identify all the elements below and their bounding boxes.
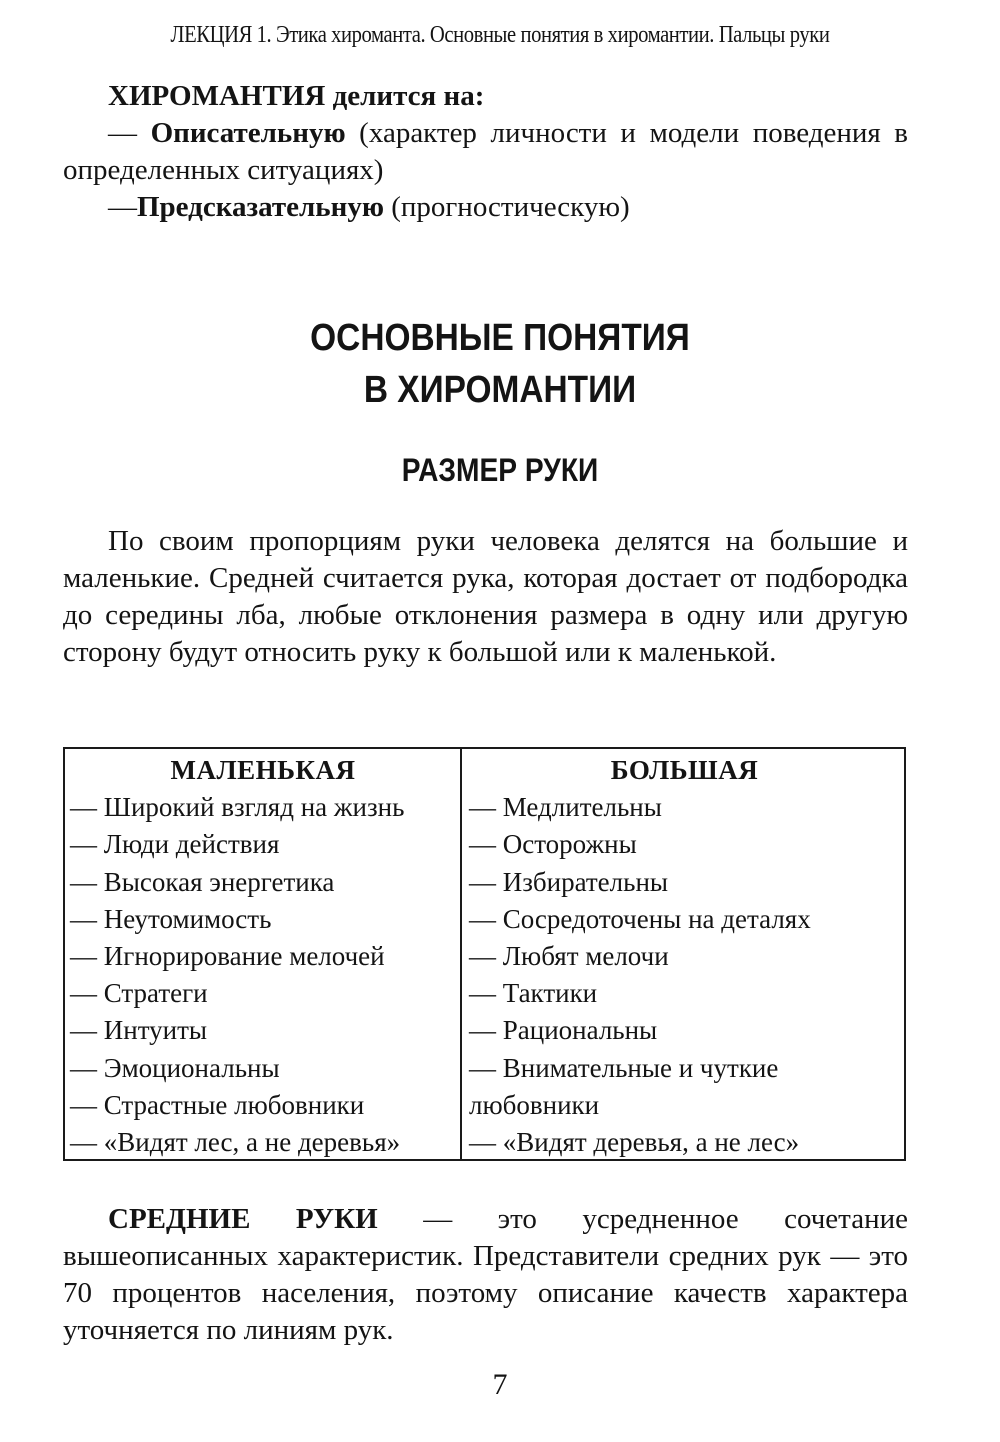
running-header: ЛЕКЦИЯ 1. Этика хироманта. Основные понятия в хиромантии. Пальцы руки [170,22,830,48]
table-cell: — Эмоциональны [70,1052,280,1083]
table-cell: — Интуиты [70,1015,208,1046]
divisions-lead [63,78,908,115]
division-item-descriptive [63,115,908,189]
section-subtitle: РАЗМЕР РУКИ [401,452,599,488]
medium-hands-term: СРЕДНИЕ РУКИ [108,1203,378,1235]
table-cell: — Игнорирование мелочей [70,941,385,972]
medium-hands-paragraph [63,1201,908,1349]
table-cell: — «Видят лес, а не деревья» [70,1127,401,1158]
table-cell: — Медлительны [469,792,662,823]
table-cell: — Люди действия [70,829,280,860]
divisions-block [63,78,908,226]
section-title-line1: ОСНОВНЫЕ ПОНЯТИЯ [310,317,690,359]
medium-hands-block [63,1201,908,1349]
table-cell: — Осторожны [469,829,637,860]
dash: — [108,191,137,223]
table-cell: — Высокая энергетика [70,866,335,897]
table-cell: — Тактики [469,978,598,1009]
table-cell: — Избирательны [469,866,669,897]
division-term-predictive: Предсказательную [137,191,384,223]
medium-hands-text: — это усредненное сочетание вышеописанных характеристик. Представители средних рук — это 70 процентов населения, поэтому описание качеств характера уточняется по линиям рук. [63,1203,908,1346]
table-header-large: БОЛЬШАЯ [610,755,759,785]
table-cell: — Любят мелочи [469,941,669,972]
table-cell: — Сосредоточены на деталях [469,903,811,934]
division-item-predictive [63,189,908,226]
dash: — [108,117,151,149]
table-cell: — Стратеги [70,978,208,1009]
table-cell: — «Видят деревья, а не лес» [469,1127,800,1158]
table-cell: — Внимательные и чуткие любовники [469,1052,779,1120]
table-header-small: МАЛЕНЬКАЯ [170,755,356,785]
division-description-descriptive: (характер личности и модели поведения в определенных ситуациях) [63,117,908,186]
intro-paragraph-block [63,523,908,671]
table-cell: — Широкий взгляд на жизнь [70,792,405,823]
division-term-descriptive: Описательную [150,117,346,149]
table-cell: — Страстные любовники [70,1089,365,1120]
section-title-line2: В ХИРОМАНТИИ [363,369,637,411]
hand-size-table [63,747,906,1161]
division-description-predictive: (прогностическую) [383,191,630,223]
table-column-small [65,749,462,1159]
table-cell: — Рациональны [469,1015,658,1046]
divisions-lead-text: ХИРОМАНТИЯ делится на: [108,80,485,112]
intro-paragraph: По своим пропорциям руки человека делятся на большие и маленькие. Средней считается рука, которая достает от подбородка до середины лба, любые отклонения размера в одну или другую сторону будут относить руку к большой или к маленькой. [63,525,908,668]
page-number: 7 [492,1368,508,1401]
section-title [60,312,940,416]
table-cell: — Неутомимость [70,903,272,934]
table-column-large [462,749,904,1159]
